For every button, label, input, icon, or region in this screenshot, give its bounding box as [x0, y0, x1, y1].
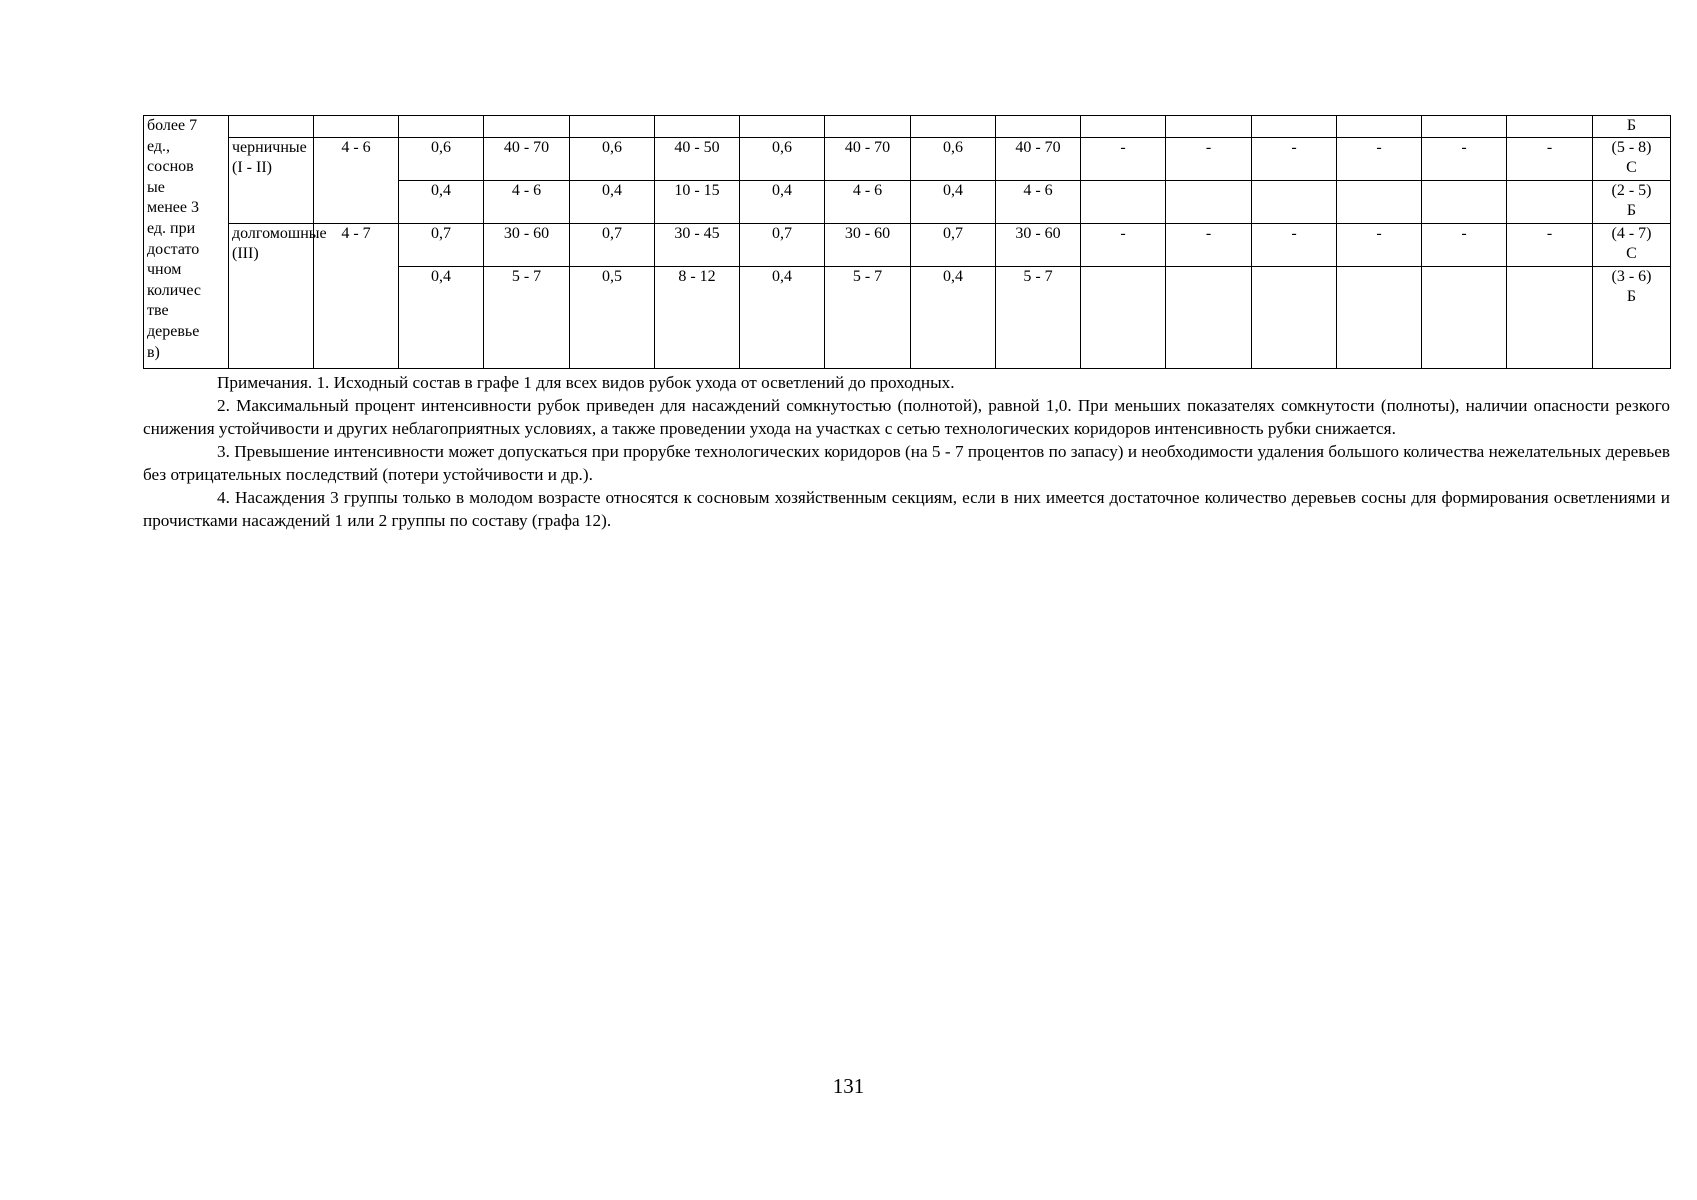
table-cell: (5 - 8) С — [1593, 137, 1671, 180]
table-cell: - — [1422, 223, 1507, 266]
table-cell: - — [1081, 223, 1166, 266]
table-cell: 0,6 — [399, 137, 484, 180]
table-cell: - — [1166, 137, 1252, 180]
table-cell: 40 - 70 — [996, 137, 1081, 180]
table-cell: (4 - 7) С — [1593, 223, 1671, 266]
table-cell — [1422, 180, 1507, 223]
table-cell: - — [1252, 223, 1337, 266]
table-cell: 0,5 — [570, 266, 655, 368]
table-cell: 0,4 — [399, 180, 484, 223]
table-cell: 40 - 70 — [484, 137, 570, 180]
table-cell — [1166, 266, 1252, 368]
table-cell: 30 - 60 — [484, 223, 570, 266]
table-cell: 30 - 60 — [996, 223, 1081, 266]
table-cell — [1337, 180, 1422, 223]
table-cell — [1166, 180, 1252, 223]
table-cell: 0,4 — [399, 266, 484, 368]
table-cell: 8 - 12 — [655, 266, 740, 368]
table-cell: - — [1081, 137, 1166, 180]
table-cell: - — [1507, 137, 1593, 180]
composition-cell: более 7 ед., соснов ые менее 3 ед. при достато чном количес тве деревье в) — [144, 116, 229, 369]
note-1: Примечания. 1. Исходный состав в графе 1 для всех видов рубок ухода от осветлений до проходных. — [217, 372, 955, 392]
document-page — [143, 115, 1670, 532]
table-cell: (2 - 5) Б — [1593, 180, 1671, 223]
table-cell: Б — [1593, 116, 1671, 138]
notes-section — [143, 371, 1670, 532]
table-cell: 30 - 45 — [655, 223, 740, 266]
table-cell — [1507, 180, 1593, 223]
table-cell: 0,7 — [911, 223, 996, 266]
table-cell: - — [1422, 137, 1507, 180]
table-cell: 0,7 — [740, 223, 825, 266]
table-cell: 40 - 70 — [825, 137, 911, 180]
note-3: 3. Превышение интенсивности может допускаться при прорубке технологических коридоров (на 5 - 7 процентов по запасу) и необходимости удаления большого количества нежелательных деревьев без отрицательных последствий (потери устойчивости и др.). — [143, 441, 1670, 484]
table-cell: - — [1337, 137, 1422, 180]
table-cell: 4 - 6 — [825, 180, 911, 223]
table-cell: 0,6 — [570, 137, 655, 180]
table-cell: 0,4 — [740, 266, 825, 368]
table-cell: - — [1166, 223, 1252, 266]
table-cell — [1252, 266, 1337, 368]
table-cell — [1422, 266, 1507, 368]
forest-type-cell: долгомошные (III) — [229, 223, 314, 368]
table-row — [144, 137, 1671, 180]
table-cell: 40 - 50 — [655, 137, 740, 180]
table-cell: 0,4 — [570, 180, 655, 223]
table-cell — [1081, 180, 1166, 223]
table-cell: 0,4 — [740, 180, 825, 223]
table-cell: 4 - 6 — [996, 180, 1081, 223]
table-cell — [1507, 266, 1593, 368]
table-cell: 10 - 15 — [655, 180, 740, 223]
age-cell: 4 - 7 — [314, 223, 399, 368]
table-cell: 5 - 7 — [825, 266, 911, 368]
age-cell: 4 - 6 — [314, 137, 399, 223]
table-cell: 5 - 7 — [484, 266, 570, 368]
note-4: 4. Насаждения 3 группы только в молодом возрасте относятся к сосновым хозяйственным секциям, если в них имеется достаточное количество деревьев сосны для формирования осветлениями и прочистками насаждений 1 или 2 группы по составу (графа 12). — [143, 487, 1670, 530]
table-cell — [1252, 180, 1337, 223]
table-cell: - — [1507, 223, 1593, 266]
table-cell: 0,4 — [911, 266, 996, 368]
table-row — [144, 223, 1671, 266]
table-cell: (3 - 6) Б — [1593, 266, 1671, 368]
table-cell — [1337, 266, 1422, 368]
data-table — [143, 115, 1671, 369]
table-cell: 30 - 60 — [825, 223, 911, 266]
table-cell: 0,4 — [911, 180, 996, 223]
table-cell: 0,7 — [399, 223, 484, 266]
page-number: 131 — [832, 1074, 865, 1098]
table-row — [144, 116, 1671, 138]
note-2: 2. Максимальный процент интенсивности рубок приведен для насаждений сомкнутостью (полнотой), равной 1,0. При меньших показателях сомкнутости (полноты), наличии опасности резкого снижения устойчивости и других неблагоприятных условиях, а также проведении ухода на участках с сетью технологических коридоров интенсивность рубки снижается. — [143, 395, 1670, 438]
table-cell — [1081, 266, 1166, 368]
table-cell: - — [1337, 223, 1422, 266]
table-cell: 4 - 6 — [484, 180, 570, 223]
table-cell: 0,6 — [740, 137, 825, 180]
table-cell: - — [1252, 137, 1337, 180]
table-cell: 0,7 — [570, 223, 655, 266]
table-cell: 5 - 7 — [996, 266, 1081, 368]
forest-type-cell: черничные (I - II) — [229, 137, 314, 223]
table-cell: 0,6 — [911, 137, 996, 180]
